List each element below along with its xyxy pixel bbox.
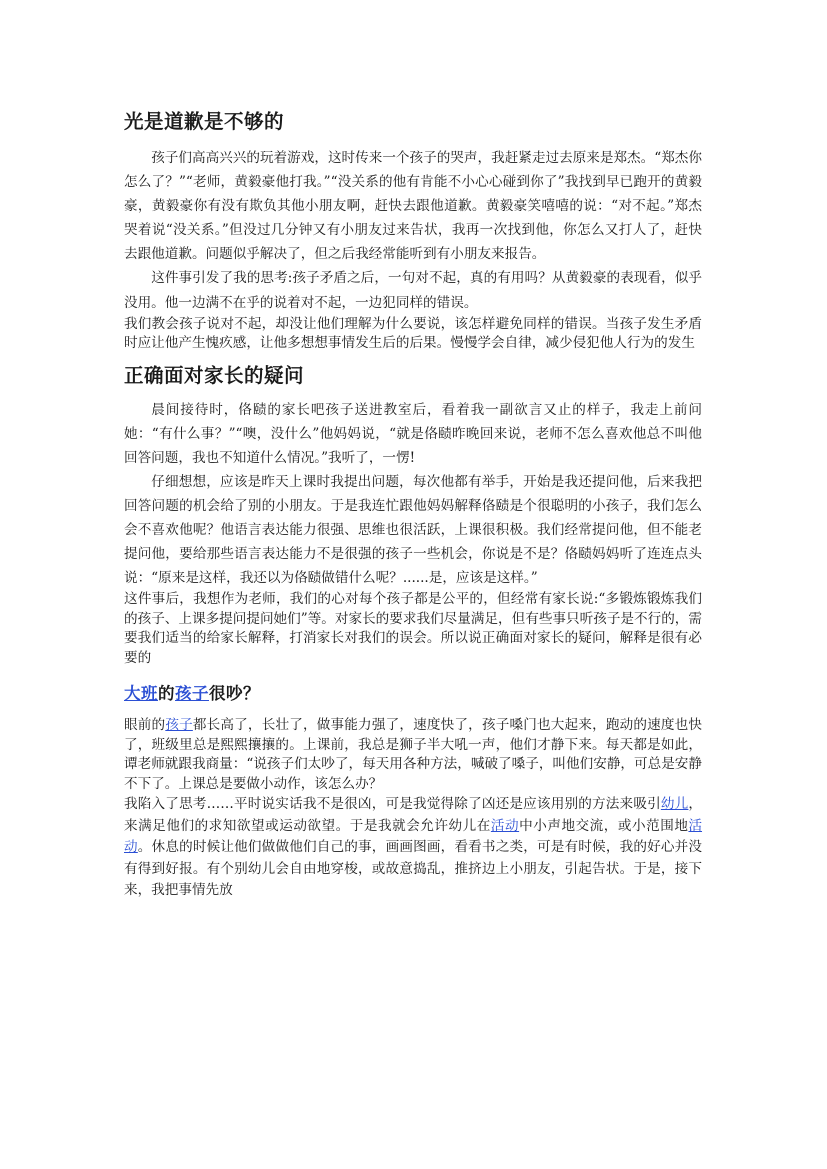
paragraph: 这件事引发了我的思考:孩子矛盾之后，一句对不起，真的有用吗？从黄毅豪的表现看，似乎没用。他一边满不在乎的说着对不起，一边犯同样的错误。 <box>124 270 702 311</box>
paragraph: 这件事后，我想作为老师，我们的心对每个孩子都是公平的，但经常有家长说:“多锻炼锻炼我们的孩子、上课多提问提问她们”等。对家长的要求我们尽量满足，但有些事只听孩子是不行的，需要我们适当的给家长解释，打消家长对我们的误会。所以说正确面对家长的疑问，解释是很有必要的 <box>124 591 702 666</box>
paragraph <box>124 794 702 902</box>
paragraph: 孩子们高高兴兴的玩着游戏，这时传来一个孩子的哭声，我赶紧走过去原来是郑杰。“郑杰你怎么了？”“老师，黄毅豪他打我。”“没关系的他有肯能不小心心碰到你了”我找到早已跑开的黄毅豪，黄毅豪你有没有欺负其他小朋友啊，赶快去跟他道歉。黄毅豪笑嘻嘻的说：“对不起。”郑杰哭着说“没关系。”但没过几分钟又有小朋友过来告状，我再一次找到他，你怎么又打人了，赶快去跟他道歉。问题似乎解决了，但之后我经常能听到有小朋友来报告。 <box>124 150 702 263</box>
link-big-class[interactable]: 大班 <box>124 684 158 704</box>
link-activity[interactable]: 活动 <box>490 817 520 834</box>
text-span: 都长高了，长壮了，做事能力强了，速度快了，孩子嗓门也大起来，跑动的速度也快了，班级里总是熙熙攘攘的。上课前，我总是狮子半大吼一声，他们才静下来。每天都是如此，谭老师就跟我商量：“说孩子们太吵了，每天用各种方法，喊破了嗓子，叫他们安静，可总是安静不下了。上课总是要做小动作，该怎么办？ <box>124 717 703 792</box>
link-children[interactable]: 孩子 <box>175 684 209 704</box>
text-span: 。休息的时候让他们做做他们自己的事，画画图画，看看书之类，可是有时候，我的好心并没有得到好报。有个别幼儿会自由地穿梭，或故意捣乱，推挤边上小朋友，引起告状。于是，接下来，我把事情先放 <box>124 839 703 899</box>
text-span: 中小声地交流，或小范围地 <box>519 817 689 834</box>
text-span: 眼前的 <box>124 717 166 734</box>
title-text: 很吵？ <box>209 684 260 704</box>
paragraph: 仔细想想，应该是昨天上课时我提出问题，每次他都有举手，开始是我还提问他，后来我把回答问题的机会给了别的小朋友。于是我连忙跟他妈妈解释佫赜是个很聪明的小孩子，我们怎么会不喜欢他呢？他语言表达能力很强、思维也很活跃，上课很积极。我们经常提问他，但不能老提问他，要给那些语言表达能力不是很强的孩子一些机会，你说是不是？佫赜妈妈听了连连点头说：“原来是这样，我还以为佫赜做错什么呢？......是，应该是这样。” <box>124 473 702 587</box>
paragraph: 我们教会孩子说对不起，却没让他们理解为什么要说，该怎样避免同样的错误。当孩子发生矛盾时应让他产生愧疚感，让他多想想事情发生后的后果。慢慢学会自律，减少侵犯他人行为的发生 <box>124 315 702 352</box>
paragraph: 晨间接待时，佫赜的家长吧孩子送进教室后，看着我一副欲言又止的样子，我走上前问她：“有什么事？”“噢，没什么”他妈妈说，“就是佫赜昨晚回来说，老师不怎么喜欢他总不叫他回答问题，我也不知道什么情况。”我听了，一愣! <box>124 401 702 466</box>
paragraph <box>124 716 702 794</box>
title-text: 的 <box>158 684 175 704</box>
link-kids[interactable]: 幼儿 <box>660 796 689 813</box>
text-span: ，来满足他们的求知欲望或运动欲望。于是我就会允许幼儿在 <box>124 796 703 834</box>
section-title-parents: 正确面对家长的疑问 <box>124 363 305 387</box>
link-activity-2[interactable]: 活动 <box>124 817 703 856</box>
section-title-noisy-class <box>124 680 702 708</box>
document-page <box>124 108 702 902</box>
link-children-inline[interactable]: 孩子 <box>165 717 193 734</box>
section-title-apology: 光是道歉是不够的 <box>124 110 285 133</box>
text-span: 我陷入了思考……平时说实话我不是很凶，可是我觉得除了凶还是应该用别的方法来吸引 <box>124 796 661 813</box>
